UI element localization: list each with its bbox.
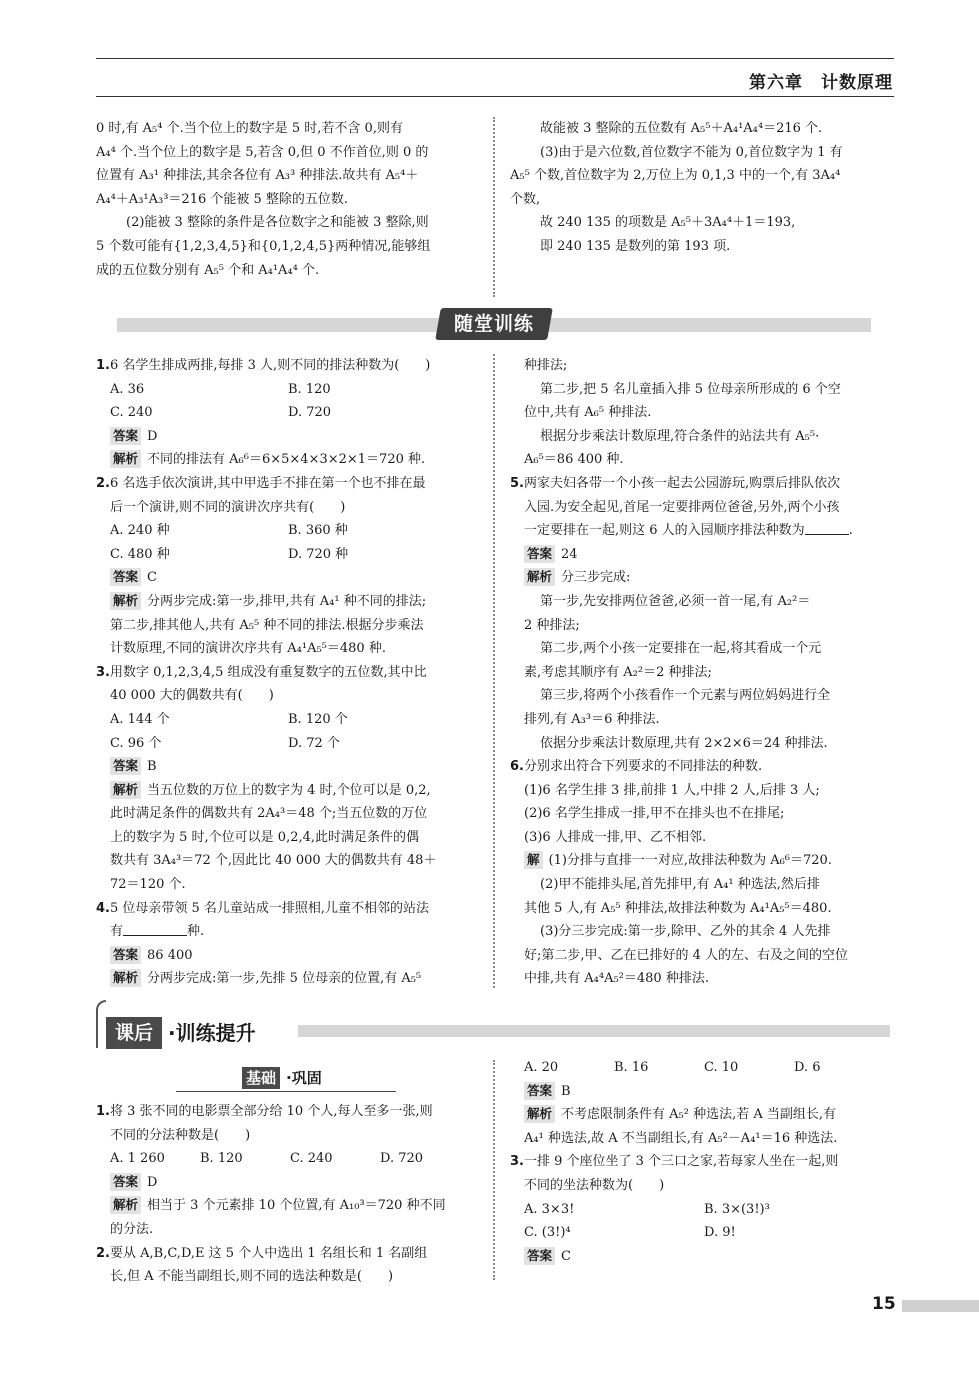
question-6: 6.分别求出符合下列要求的不同排法的种数.	[510, 759, 763, 775]
text-line: (3)由于是六位数,首位数字不能为 0,首位数字为 1 有	[540, 144, 843, 160]
question-5: 5.两家夫妇各带一个小孩一起去公园游玩,购票后排队依次	[510, 475, 841, 491]
answer-line: 答案 C	[96, 566, 488, 590]
analysis-line: 解析 相当于 3 个元素排 10 个位置,有 A₁₀³＝720 种不同	[96, 1194, 488, 1218]
header-top-rule	[96, 58, 894, 59]
options: A. 1 260 B. 120 C. 240 D. 720	[110, 1151, 424, 1167]
subsection-rule	[176, 1091, 396, 1092]
text-line: A₅⁵ 个数,首位数字为 2,万位上为 0,1,3 中的一个,有 3A₄⁴	[510, 168, 841, 184]
text-line: 5 个数可能有{1,2,3,4,5}和{0,1,2,4,5}两种情况,能够组	[96, 238, 431, 254]
options: A. 144 个 B. 120 个	[110, 711, 348, 727]
subsection-header	[176, 1066, 396, 1092]
chapter-title: 第六章 计数原理	[749, 73, 893, 93]
options: A. 3×3! B. 3×(3!)³	[524, 1201, 770, 1217]
page-number-bar	[902, 1300, 979, 1312]
practice-question-1: 1.将 3 张不同的电影票全部分给 10 个人,每人至多一张,则	[96, 1104, 433, 1119]
subsection-title: ·巩固	[286, 1069, 322, 1087]
text-line: (2)能被 3 整除的条件是各位数字之和能被 3 整除,则	[126, 215, 429, 231]
analysis-line: 解析 当五位数的万位上的数字为 4 时,个位可以是 0,2,	[96, 779, 488, 803]
column-divider	[493, 117, 495, 297]
options: C. (3!)⁴ D. 9!	[524, 1225, 736, 1241]
subsection-box: 基础	[242, 1067, 280, 1089]
header-bottom-rule	[96, 96, 894, 97]
analysis-line: 解析 分两步完成:第一步,先排 5 位母亲的位置,有 A₅⁵	[96, 967, 488, 991]
column-divider	[493, 1060, 495, 1280]
options: C. 480 种 D. 720 种	[110, 546, 349, 562]
exercise-left-column: 1.6 名学生排成两排,每排 3 人,则不同的排法种数为( ) A. 36 B. 120 C. 240 D. 720 答案 D 解析 不同的排法有 A₆⁶＝6×5×4×3×2×1＝720 种. 2.6 名选手依次演讲,其中甲选手不排在第一个也不排在最 后一个演讲,则不同的演讲次序共有( ) A. 240 种 B. 360 种 C. 480 种 D. 720 种 答案 C 解析 分两步完成:第一步,排甲,共有 A₄¹ 种不同的排法; 第二步,排其他人,共有 A₅⁵ 种不同的排法.根据分步乘法 计数原理,不同的演讲次序共有 A₄¹A₅⁵＝480 种. 3.用数字 0,1,2,3,4,5 组成没有重复数字的五位数,其中比 40 000 大的偶数共有( ) A. 144 个 B. 120 个 C. 96 个 D. 72 个 答案 B 解析 当五位数的万位上的数字为 4 时,个位可以是 0,2, 此时满足条件的偶数共有 2A₄³＝48 个;当五位数的万位 上的数字为 5 时,个位可以是 0,2,4,此时满足条件的偶 数共有 3A₄³＝72 个,因此比 40 000 大的偶数共有 48＋ 72＝120 个. 4.5 位母亲带领 5 名儿童站成一排照相,儿童不相邻的站法 有 种. 答案 86 400 解析 分两步完成:第一步,先排 5 位母亲的位置,有 A₅⁵	[96, 354, 488, 991]
question-1: 1.6 名学生排成两排,每排 3 人,则不同的排法种数为( )	[96, 358, 431, 373]
solution-tag: 解	[524, 851, 543, 869]
answer-line: 答案 86 400	[96, 944, 488, 968]
text-line: A₄⁴＋A₃¹A₃³＝216 个能被 5 整除的五位数.	[96, 191, 349, 207]
question-4: 4.5 位母亲带领 5 名儿童站成一排照相,儿童不相邻的站法	[96, 900, 430, 916]
practice-left-column: 1.将 3 张不同的电影票全部分给 10 个人,每人至多一张,则 不同的分法种数是( ) A. 1 260 B. 120 C. 240 D. 720 答案 D 解析 相当于 3 个元素排 10 个位置,有 A₁₀³＝720 种不同 的分法. 2.要从 A,B,C,D,E 这 5 个人中选出 1 名组长和 1 名副组 长,但 A 不能当副组长,则不同的选法种数是( )	[96, 1100, 488, 1289]
text-line: 故能被 3 整除的五位数有 A₅⁵＋A₄¹A₄⁴＝216 个.	[540, 121, 823, 136]
text-line: 成的五位数分别有 A₅⁵ 个和 A₄¹A₄⁴ 个.	[96, 262, 320, 278]
question-3: 3.用数字 0,1,2,3,4,5 组成没有重复数字的五位数,其中比	[96, 664, 427, 680]
section-decoration	[96, 1000, 106, 1048]
practice-question-3: 3.一排 9 个座位坐了 3 个三口之家,若每家人坐在一起,则	[510, 1154, 839, 1170]
options: A. 240 种 B. 360 种	[110, 523, 348, 539]
practice-right-column: A. 20 B. 16 C. 10 D. 6 答案 B 解析 不考虑限制条件有 A₅² 种选法,若 A 当副组长,有 A₄¹ 种选法,故 A 不当副组长,有 A₅²－A₄¹＝16 种选法. 3.一排 9 个座位坐了 3 个三口之家,若每家人坐在一起,则 不同的坐法种数为( ) A. 3×3! B. 3×(3!)³ C. (3!)⁴ D. 9! 答案 C	[510, 1056, 896, 1268]
answer-blank	[805, 521, 849, 535]
answer-line: 答案 B	[510, 1080, 896, 1104]
top-left-column	[96, 117, 486, 282]
text-line: 位置有 A₃¹ 种排法,其余各位有 A₃³ 种排法.故共有 A₅⁴＋	[96, 168, 419, 184]
text-line: 个数,	[510, 191, 541, 207]
options: A. 36 B. 120	[110, 381, 331, 397]
exercise-right-column: 种排法; 第二步,把 5 名儿童插入排 5 位母亲所形成的 6 个空 位中,共有 A₆⁵ 种排法. 根据分步乘法计数原理,符合条件的站法共有 A₅⁵· A₆⁵＝86 400 种. 5.两家夫妇各带一个小孩一起去公园游玩,购票后排队依次 入园.为安全起见,首尾一定要排两位爸爸,另外,两个小孩 一定要排在一起,则这 6 人的入园顺序排法种数为 . 答案 24 解析 分三步完成: 第一步,先安排两位爸爸,必须一首一尾,有 A₂²＝ 2 种排法; 第二步,两个小孩一定要排在一起,将其看成一个元 素,考虑其顺序有 A₂²＝2 种排法; 第三步,将两个小孩看作一个元素与两位妈妈进行全 排列,有 A₃³＝6 种排法. 依据分步乘法计数原理,共有 2×2×6＝24 种排法. 6.分别求出符合下列要求的不同排法的种数. (1)6 名学生排 3 排,前排 1 人,中排 2 人,后排 3 人; (2)6 名学生排成一排,甲不在排头也不在排尾; (3)6 人排成一排,甲、乙不相邻. 解 (1)分排与直排一一对应,故排法种数为 A₆⁶＝720. (2)甲不能排头尾,首先排甲,有 A₄¹ 种选法,然后排 其他 5 人,有 A₅⁵ 种排法,故排法种数为 A₄¹A₅⁵＝480. (3)分三步完成:第一步,除甲、乙外的其余 4 人先排 好;第二步,甲、乙在已排好的 4 人的左、右及之间的空位 中排,共有 A₄⁴A₅²＝480 种排法.	[510, 354, 896, 991]
text-line: 0 时,有 A₅⁴ 个.当个位上的数字是 5 时,若不含 0,则有	[96, 121, 403, 136]
answer-tag: 答案	[110, 427, 141, 445]
solution-line: 解 (1)分排与直排一一对应,故排法种数为 A₆⁶＝720.	[510, 849, 896, 873]
analysis-line: 解析 不同的排法有 A₆⁶＝6×5×4×3×2×1＝720 种.	[96, 448, 488, 472]
analysis-line: 解析 不考虑限制条件有 A₅² 种选法,若 A 当副组长,有	[510, 1103, 896, 1127]
section-title: ·训练提升	[168, 1021, 256, 1045]
section-box: 课后	[106, 1017, 162, 1049]
options: C. 240 D. 720	[110, 405, 332, 421]
column-divider	[493, 354, 495, 988]
answer-blank	[123, 922, 187, 936]
options: C. 96 个 D. 72 个	[110, 735, 340, 751]
options: A. 20 B. 16 C. 10 D. 6	[524, 1060, 821, 1075]
analysis-line: 解析 分三步完成:	[510, 566, 896, 590]
practice-question-2: 2.要从 A,B,C,D,E 这 5 个人中选出 1 名组长和 1 名副组	[96, 1245, 428, 1261]
analysis-line: 解析 分两步完成:第一步,排甲,共有 A₄¹ 种不同的排法;	[96, 590, 488, 614]
section-band	[298, 1025, 890, 1037]
text-line: A₄⁴ 个.当个位上的数字是 5,若含 0,但 0 不作首位,则 0 的	[96, 144, 429, 160]
text-line: 故 240 135 的项数是 A₅⁵＋3A₄⁴＋1＝193,	[540, 215, 796, 231]
section-title: 随堂训练	[435, 308, 553, 340]
answer-line: 答案 B	[96, 755, 488, 779]
answer-line: 答案 D	[96, 1171, 488, 1195]
question-2: 2.6 名选手依次演讲,其中甲选手不排在第一个也不排在最	[96, 475, 426, 491]
analysis-tag: 解析	[110, 450, 141, 468]
answer-line: 答案 C	[510, 1245, 896, 1269]
top-right-column	[510, 117, 894, 259]
answer-line: 答案 D	[96, 425, 488, 449]
text-line: 即 240 135 是数列的第 193 项.	[540, 238, 731, 254]
answer-line: 答案 24	[510, 543, 896, 567]
page-number: 15	[872, 1294, 896, 1314]
